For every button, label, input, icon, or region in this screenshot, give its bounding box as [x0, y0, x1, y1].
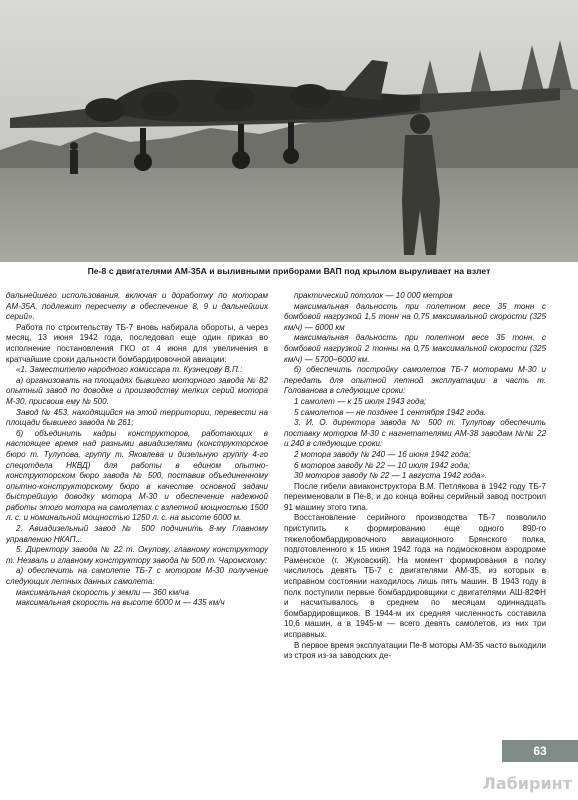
paragraph: практический потолок — 10 000 метров [294, 291, 453, 300]
paragraph: 2. Авиадизельный завод № 500 подчинить 8-му Главному управлению НКАП... [6, 524, 268, 544]
right-column [284, 291, 546, 746]
paragraph: максимальная дальность при полетном весе 35 тонн с бомбовой нагрузкой 1,5 тонн на 0,75 максимальной скорости (325 км/ч) — 6000 км [284, 301, 546, 332]
paragraph: Восстановление серийного производства ТБ-7 позволило приступить к формированию еще одного 890-го тяжелобомбардировочного авиационного Брянского полка, подготовленного к 15 июня 1942 года на подмосковном аэродроме Раменское (г. Жуковский). На момент формирования в полку числилось девять ТБ-7 с двигателями АМ-35, из которых в исправном состоянии находилось лишь пять машин. В 1943 году в полк поступили первые бомбардировщики с двигателями АШ-82ФН и насчитывалось в среднем по месяцам одиннадцать бомбардировщиков. В 1944-м их средняя численность составила 10,6 машин, а в 1945-м — всего девять самолетов, из них три исправных. [284, 513, 546, 639]
paragraph: а) организовать на площадях бывшего моторного завода № 82 опытный завод по доводке и производству мелких серий мотора М-30, присвоив ему № 500. [6, 375, 268, 406]
watermark: Лабиринт [482, 774, 572, 793]
aircraft-photo [0, 0, 578, 262]
paragraph: 6 моторов заводу № 22 — 10 июля 1942 года; [294, 460, 471, 470]
paragraph: 30 моторов заводу № 22 — 1 августа 1942 года». [294, 471, 488, 481]
paragraph: б) обеспечить постройку самолетов ТБ-7 моторами М-30 и передать для опытной летной эксплуатации в часть т. Голованова в следующие сроки: [284, 365, 546, 396]
left-column [6, 291, 268, 746]
paragraph: максимальная скорость у земли — 360 км/ча [16, 587, 189, 597]
paragraph: дальнейшего использования, включая и доработку по моторам АМ-35А, подлежит пересчету в обеспечение 8, 9 и дальнейших серий». [6, 291, 268, 322]
paragraph: 1 самолет — к 15 июля 1943 года; [294, 396, 427, 406]
paragraph: Работа по строительству ТБ-7 вновь набирала обороты, а через месяц, 13 июня 1942 года, последовал еще один приказ во исполнение постановления ГКО от 4 июня для увеличения в кратчайшие сроки дальности бомбардировочной авиации: [6, 322, 268, 364]
paragraph: «1. Заместителю народного комиссара т. Кузнецову В.П.: [16, 365, 243, 375]
paragraph: 5. Директору завода № 22 т. Окулову, главному конструктору т. Незваль и главному конструктору завода № 500 т. Чаромскому: [6, 545, 268, 565]
paragraph: Завод № 453, находящийся на этой территории, перевести на площади бывшего завода № 261; [6, 407, 268, 428]
paragraph: В первое время эксплуатации Пе-8 моторы АМ-35 часто выходили из строя из-за заводских де- [284, 640, 546, 661]
photo-caption: Пе-8 с двигателями АМ-35А и выливными приборами ВАП под крылом выруливает на взлет [87, 266, 491, 276]
aircraft-photo-illustration [0, 0, 578, 262]
paragraph: максимальная скорость на высоте 6000 м — 435 км/ч [16, 598, 225, 608]
paragraph: максимальная дальность при полетном весе 35 тонн, с бомбовой нагрузкой 2 тонны на 0,75 максимальной скорости (325 км/ч) — 5700–6000 км. [284, 333, 546, 364]
paragraph: 2 мотора заводу № 240 — 16 июня 1942 года; [294, 449, 471, 459]
paragraph: б) объединить кадры конструкторов, работающих в настоящее время над разными авиадизелями (конструкторское бюро т. Тулупова, группу т. Яковлева и дизельную группу 4-го спецотдела НКВД) для работы в едином опытно-конструкторском бюро завода № 500, поставив объединенному опытно-конструкторскому бюро в качестве основной задачи быстрейшую доводку мотора М-30 и обеспечение надежной работы этого мотора на самолетах с взлетной мощностью 1500 л. с. и номинальной мощностью 1250 л. с. на высоте 6000 м. [6, 428, 268, 523]
paragraph: 5 самолетов — не позднее 1 сентября 1942 года. [294, 407, 487, 417]
text-columns [6, 291, 546, 746]
paragraph: 3. И. О. директора завода № 500 т. Тулупову обеспечить поставку моторов М-30 с нагнетателями АМ-38 заводам №№ 22 и 240 в следующие сроки: [284, 418, 546, 449]
paragraph: а) обеспечить на самолете ТБ-7 с мотором М-30 получение следующих летных данных самолета: [6, 566, 268, 587]
page-number: 63 [502, 740, 578, 762]
paragraph: После гибели авиаконструктора В.М. Петлякова в 1942 году ТБ-7 переименовали в Пе-8, и до конца войны серийный завод построил 91 машину этого типа. [284, 481, 546, 512]
